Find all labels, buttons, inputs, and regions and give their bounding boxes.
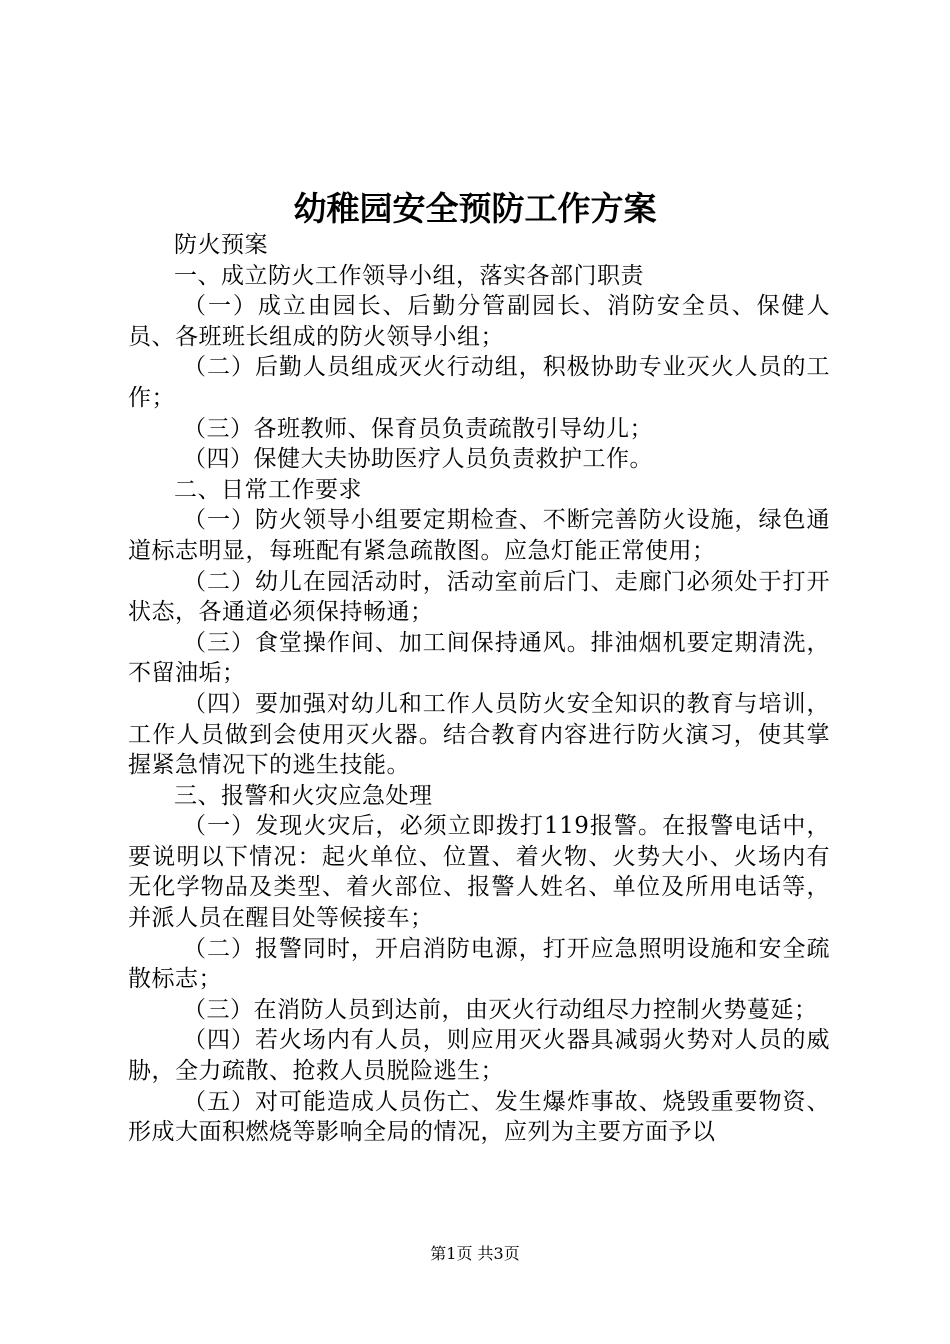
paragraph-1-2: （二）后勤人员组成灭火行动组，积极协助专业灭火人员的工作； bbox=[128, 354, 830, 411]
paragraph-2-1: （一）防火领导小组要定期检查、不断完善防火设施，绿色通道标志明显，每班配有紧急疏散图。应急灯能正常使用； bbox=[128, 507, 830, 564]
section-heading-1: 一、成立防火工作领导小组，落实各部门职责 bbox=[174, 262, 644, 289]
paragraph-2-4: （四）要加强对幼儿和工作人员防火安全知识的教育与培训，工作人员做到会使用灭火器。结合教育内容进行防火演习，使其掌握紧急情况下的逃生技能。 bbox=[128, 690, 830, 779]
section-heading-2: 二、日常工作要求 bbox=[174, 476, 362, 503]
section-heading-fire-plan: 防火预案 bbox=[174, 232, 268, 258]
paragraph-1-1: （一）成立由园长、后勤分管副园长、消防安全员、保健人员、各班班长组成的防火领导小组； bbox=[128, 293, 830, 350]
paragraph-3-3: （三）在消防人员到达前，由灭火行动组尽力控制火势蔓延； bbox=[183, 996, 818, 1023]
paragraph-3-5: （五）对可能造成人员伤亡、发生爆炸事故、烧毁重要物资、形成大面积燃烧等影响全局的情况，应列为主要方面予以 bbox=[128, 1088, 830, 1146]
paragraph-3-4: （四）若火场内有人员，则应用灭火器具减弱火势对人员的威胁，全力疏散、抢救人员脱险逃生； bbox=[128, 1027, 830, 1085]
paragraph-2-2: （二）幼儿在园活动时，活动室前后门、走廊门必须处于打开状态，各通道必须保持畅通； bbox=[128, 568, 830, 626]
paragraph-3-1: （一）发现火灾后，必须立即拨打119报警。在报警电话中，要说明以下情况：起火单位、位置、着火物、火势大小、火场内有无化学物品及类型、着火部位、报警人姓名、单位及所用电话等，并派人员在醒目处等候接车； bbox=[128, 813, 830, 932]
paragraph-3-2: （二）报警同时，开启消防电源，打开应急照明设施和安全疏散标志； bbox=[128, 935, 830, 993]
paragraph-2-3: （三）食堂操作间、加工间保持通风。排油烟机要定期清洗，不留油垢； bbox=[128, 629, 830, 687]
section-heading-3: 三、报警和火灾应急处理 bbox=[174, 782, 433, 809]
page-footer: 第1页 共3页 bbox=[430, 1244, 520, 1263]
document-body bbox=[128, 230, 830, 1148]
paragraph-1-4: （四）保健大夫协助医疗人员负责救护工作。 bbox=[183, 446, 653, 473]
paragraph-1-3: （三）各班教师、保育员负责疏散引导幼儿； bbox=[183, 415, 653, 442]
document-title: 幼稚园安全预防工作方案 bbox=[293, 189, 657, 228]
